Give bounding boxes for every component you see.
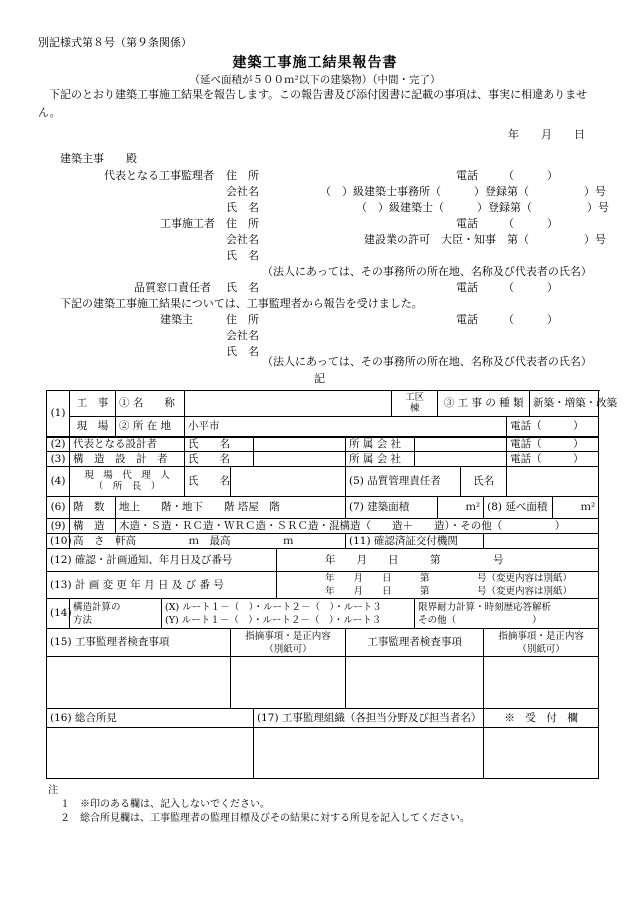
r6-area-label: (7) 建築面積: [346, 497, 438, 519]
r15-body-1[interactable]: [47, 657, 231, 709]
supervisor-architect-label: （ ）級建築士（ ）登録第（ ）号: [356, 201, 609, 214]
r15-label2: 工事監理者検査事項: [346, 629, 484, 657]
r1-type-label: ③ 工 事 の 種 類: [438, 391, 530, 417]
r3-phone: 電話（ ）: [507, 452, 599, 467]
r1-name-label: ① 名 称: [116, 391, 185, 417]
r16-label: (16) 総合所見: [47, 709, 254, 728]
quality-phone-paren: （ ）: [503, 281, 558, 294]
r3-company-label: 所 属 会 社: [346, 452, 415, 467]
r12-label: (12) 確認・計画通知、年月日及び番号: [47, 549, 277, 572]
r1-kouku: 工区 棟: [392, 391, 438, 417]
r15-point: 指摘事項・是正内容 （別紙可）: [231, 629, 346, 657]
r6-total-label: (8) 延べ面積: [484, 497, 553, 519]
r2-company-label: 所 属 会 社: [346, 437, 415, 452]
r16-body[interactable]: [47, 728, 254, 779]
form-number: 別記様式第８号（第９条関係）: [38, 36, 192, 49]
r4-qname-value[interactable]: [507, 467, 599, 497]
r2-label: 代表となる設計者: [70, 437, 185, 452]
owner-address-label: 住 所: [226, 313, 259, 326]
date-line: 年 月 日: [508, 128, 585, 141]
r3-label: 構 造 設 計 者: [70, 452, 185, 467]
r1-num: (1): [47, 391, 70, 437]
r15-label: (15) 工事監理者検査事項: [47, 629, 231, 657]
r15-point2: 指摘事項・是正内容 （別紙可）: [484, 629, 599, 657]
supervisor-office-label: （ ）級建築士事務所（ ）登録第（ ）号: [320, 185, 606, 198]
contractor-name-label: 氏 名: [226, 249, 259, 262]
note-2: ２ 総合所見欄は、工事監理者の監理目標及びその結果に対する所見を記入してください。: [60, 813, 470, 824]
r10-num: (10): [47, 534, 70, 549]
supervisor-phone-paren: （ ）: [503, 169, 558, 182]
r2-phone: 電話（ ）: [507, 437, 599, 452]
owner-corp-note: （法人にあっては、その事務所の所在地、名称及び代表者の氏名）: [262, 355, 592, 368]
r6-area-unit: ｍ²: [438, 497, 484, 519]
owner-phone-label: 電話: [456, 313, 478, 326]
owner-phone-paren: （ ）: [503, 313, 558, 326]
r15-body-3[interactable]: [346, 657, 484, 709]
r13-label: (13) 計 画 変 更 年 月 日 及 び 番 号: [47, 572, 277, 599]
note-1: １ ※印のある欄は、記入しないでください。: [60, 799, 270, 810]
r2-name-label: 氏 名: [185, 437, 254, 452]
r1-phone: 電話（ ）: [507, 417, 599, 437]
notes-heading: 注: [48, 785, 58, 796]
r17-body[interactable]: [254, 728, 484, 779]
owner-role: 建築主: [160, 313, 193, 326]
quality-phone-label: 電話: [456, 281, 478, 294]
quality-role: 品質窓口責任者: [134, 281, 211, 294]
r14-num: (14): [47, 599, 70, 629]
supervisor-role: 代表となる工事監理者: [104, 169, 214, 182]
owner-name-label: 氏 名: [226, 345, 259, 358]
r4-qname-label: 氏名: [461, 467, 507, 497]
contractor-license-label: 建設業の許可 大臣・知事 第（ ）号: [364, 233, 606, 246]
r1-label-b: 現 場: [70, 417, 116, 437]
r1-type-value: 新築・増築・改築: [530, 391, 599, 417]
r9-label: 構 造: [70, 519, 116, 534]
r1-loc-value[interactable]: 小平市: [185, 417, 507, 437]
r4-num: (4): [47, 467, 70, 497]
r4-quality-label: (5) 品質管理責任者: [346, 467, 461, 497]
supervisor-name-label: 氏 名: [226, 201, 259, 214]
contractor-phone-label: 電話: [456, 217, 478, 230]
r4-name-value[interactable]: [231, 467, 346, 497]
page-title: 建築工事施工結果報告書: [232, 55, 398, 71]
r1-loc-label: ② 所 在 地: [116, 417, 185, 437]
r2-num: (2): [47, 437, 70, 452]
contractor-company-label: 会社名: [226, 233, 259, 246]
intro-text: 下記のとおり建築工事施工結果を報告します。この報告書及び添付図書に記載の事項は、事実に相違ありません。: [38, 88, 588, 119]
contractor-role: 工事施工者: [160, 217, 215, 230]
r6-value: 地上 階・地下 階 塔屋 階: [116, 497, 346, 519]
r1-name-value[interactable]: [185, 391, 392, 417]
addressee: 建築主事 殿: [60, 152, 137, 165]
r3-name-value[interactable]: [254, 452, 346, 467]
r15-body-4[interactable]: [484, 657, 599, 709]
supervisor-address-label: 住 所: [226, 169, 259, 182]
supervisor-phone-label: 電話: [456, 169, 478, 182]
quality-name-label: 氏 名: [226, 281, 259, 294]
r3-num: (3): [47, 452, 70, 467]
r2-name-value[interactable]: [254, 437, 346, 452]
r11-value[interactable]: [484, 534, 599, 549]
r4-label: 現 場 代 理 人 （ 所 長 ）: [70, 467, 185, 497]
r2-company-value[interactable]: [415, 437, 507, 452]
contractor-phone-paren: （ ）: [503, 217, 558, 230]
r13-value: 年 月 日 第 号（変更内容は別紙） 年 月 日 第 号（変更内容は別紙）: [277, 572, 599, 599]
r14-label: 構造計算の 方法: [70, 599, 162, 629]
supervisor-company-label: 会社名: [226, 185, 259, 198]
received-text: 下記の建築工事施工結果については、工事監理者から報告を受けました。: [60, 297, 423, 310]
owner-company-label: 会社名: [226, 329, 259, 342]
page-subtitle: （延べ面積が５００ｍ²以下の建築物）（中間・完了）: [189, 74, 441, 86]
ki-mark: 記: [314, 372, 325, 385]
r9-value: 木造・Ｓ造・ＲＣ造・ＷＲＣ造・ＳＲＣ造・混構造（ 造＋ 造）・その他（ ）: [116, 519, 599, 534]
r11-label: (11) 確認済証交付機関: [346, 534, 484, 549]
r3-company-value[interactable]: [415, 452, 507, 467]
r9-num: (9): [47, 519, 70, 534]
receipt-label: ※ 受 付 欄: [484, 709, 599, 728]
report-table: [46, 390, 618, 779]
contractor-address-label: 住 所: [226, 217, 259, 230]
r1-label-a: 工 事: [70, 391, 116, 417]
r14-right: 限界耐力計算・時刻歴応答解析 その他（ ）: [415, 599, 599, 629]
r6-num: (6): [47, 497, 70, 519]
contractor-corp-note: （法人にあっては、その事務所の所在地、名称及び代表者の氏名）: [262, 265, 592, 278]
r3-name-label: 氏 名: [185, 452, 254, 467]
r15-body-2[interactable]: [231, 657, 346, 709]
r14-routes: (X) ルート１－（ ）・ルート２－（ ）・ルート３ (Y) ルート１－（ ）・ルート２－（ ）・ルート３: [162, 599, 415, 629]
r4-name-label: 氏 名: [185, 467, 231, 497]
r6-total-unit: ｍ²: [553, 497, 599, 519]
r10-label: 高 さ 軒高 ｍ 最高 ｍ: [70, 534, 346, 549]
r12-value: 年 月 日 第 号: [277, 549, 599, 572]
r17-label: (17) 工事監理組織（各担当分野及び担当者名）: [254, 709, 484, 728]
r6-label: 階 数: [70, 497, 116, 519]
receipt-body: [484, 728, 599, 779]
